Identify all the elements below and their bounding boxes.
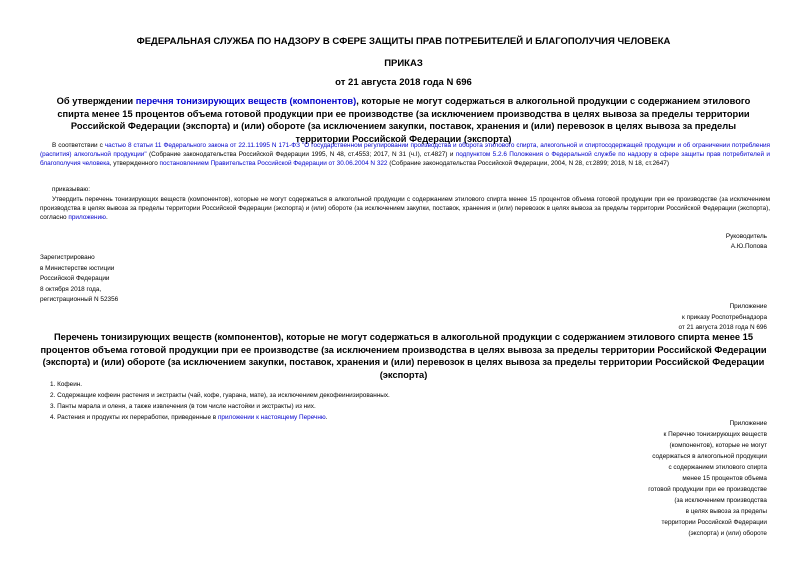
appendix-line: (компонентов), которые не могут xyxy=(669,442,767,449)
appendix-line: менее 15 процентов объема xyxy=(682,475,767,482)
order-title xyxy=(46,95,761,145)
title-prefix: Об утверждении xyxy=(56,96,136,106)
agency-heading: ФЕДЕРАЛЬНАЯ СЛУЖБА ПО НАДЗОРУ В СФЕРЕ ЗАЩИТЫ ПРАВ ПОТРЕБИТЕЛЕЙ И БЛАГОПОЛУЧИЯ ЧЕЛОВЕКА xyxy=(136,36,671,47)
appendix-line: Приложение xyxy=(729,303,767,310)
list-item: 3. Панты марала и оленя, а также извлечения (в том числе настойки и экстракты) из них. xyxy=(50,403,316,410)
appendix-line: в целях вывоза за пределы xyxy=(685,508,767,515)
substance-list xyxy=(50,379,390,423)
title-link[interactable]: перечня тонизирующих веществ (компонентов) xyxy=(135,96,357,106)
appendix-line: к Перечню тонизирующих веществ xyxy=(663,431,767,438)
order-body xyxy=(40,196,770,223)
registration-line: Зарегистрировано xyxy=(40,254,95,261)
body-end: . xyxy=(105,213,108,221)
registration-block xyxy=(40,253,118,306)
registration-line: в Министерстве юстиции xyxy=(40,264,115,272)
appendix-line: от 21 августа 2018 года N 696 xyxy=(678,324,767,331)
order-word: приказываю: xyxy=(52,186,90,193)
appendix-line: с содержанием этилового спирта xyxy=(668,464,767,471)
list-title: Перечень тонизирующих веществ (компонентов), которые не могут содержаться в алкогольной продукции с содержанием этилового спирта менее 15 процентов объема готовой продукции при ее производстве (за исключением производства в целях вывоза за пределы территории Российской Федерации (экспорта) и (или) обороте (за исключением закупки, поставок, хранения и (или) перевозок в целях вывоза за пределы территории Российской Федерации (экспорта) xyxy=(40,332,767,380)
list-item-4-end: . xyxy=(325,414,328,421)
document-date: от 21 августа 2018 года N 696 xyxy=(335,77,472,88)
preamble xyxy=(40,142,770,169)
registration-line: 8 октября 2018 года, xyxy=(40,285,102,293)
appendix-line: Приложение xyxy=(729,420,767,427)
appendix-line: (экспорта) и (или) обороте xyxy=(688,530,767,537)
preamble-text-4: (Собрание законодательства Российской Федерации, 2004, N 28, ст.2899; 2018, N 18, ст.2647) xyxy=(387,159,669,167)
appendix-line: территории Российской Федерации xyxy=(661,519,767,526)
list-item-4-text: 4. Растения и продукты их переработки, приведенные в xyxy=(50,414,218,421)
appendix-line: к приказу Роспотребнадзора xyxy=(682,313,767,321)
appendix-line: готовой продукции при ее производстве xyxy=(648,486,767,493)
registration-line: регистрационный N 52356 xyxy=(40,296,119,303)
preamble-text-3: , утвержденного xyxy=(109,159,160,167)
list-item: 1. Кофеин. xyxy=(50,381,83,388)
registration-line: Российской Федерации xyxy=(40,275,110,282)
title-rest: , которые не могут содержаться в алкогольной продукции с содержанием этилового спирта менее 15 процентов объема готовой продукции при ее производстве (за исключением производства в целях вывоза за пределы территории Российской Федерации (экспорта) и (или) обороте (за исключением закупки, поставок, хранения и (или) перевозок в целях вывоза за пределы территории Российской Федерации (экспорта) xyxy=(57,96,751,144)
appendix-header xyxy=(679,302,768,334)
appendix-line: (за исключением производства xyxy=(674,497,767,504)
signature-block xyxy=(726,232,767,251)
list-item: 2. Содержащие кофеин растения и экстракты (чай, кофе, гуарана, мате), за исключением декофеинизированных. xyxy=(50,392,390,399)
appendix-line: содержаться в алкогольной продукции xyxy=(652,453,767,460)
signature-role: Руководитель xyxy=(725,233,767,240)
signature-name: А.Ю.Попова xyxy=(730,242,767,250)
list-appendix-header xyxy=(648,418,767,539)
document-type: ПРИКАЗ xyxy=(384,58,423,69)
body-text: Утвердить перечень тонизирующих веществ (компонентов), которые не могут содержаться в алкогольной продукции с содержанием этилового спирта менее 15 процентов объема готовой продукции при ее производстве (за исключением производства в целях вывоза за пределы территории Российской Федерации (экспорта) и (или) обороте (за исключением закупки, поставок, хранения и (или) перевозок в целях вывоза за пределы территории Российской Федерации (экспорта), согласно xyxy=(40,196,770,221)
regulation-link[interactable]: подпунктом 5.2.6 Положения о Федеральной службе по надзору в сфере защиты прав потребителей и благополучия человека xyxy=(40,150,770,167)
list-item xyxy=(50,412,390,423)
preamble-text-2: (Собрание законодательства Российской Федерации 1995, N 48, ст.4553; 2017, N 31 (ч.I), ст.4827) и xyxy=(146,150,456,158)
preamble-text-1: В соответствии с xyxy=(52,142,105,149)
resolution-link[interactable]: постановлением Правительства Российской Федерации от 30.06.2004 N 322 xyxy=(159,159,388,167)
law-link[interactable]: частью 8 статьи 11 Федерального закона от 22.11.1995 N 171-ФЗ "О государственном регулировании производства и оборота этилового спирта, алкогольной и спиртосодержащей продукции и об ограничении потребления (распития) алкогольной продукции" xyxy=(40,142,770,158)
appendix-link[interactable]: приложению xyxy=(68,213,106,221)
list-appendix-link[interactable]: приложении к настоящему Перечню xyxy=(217,414,326,421)
